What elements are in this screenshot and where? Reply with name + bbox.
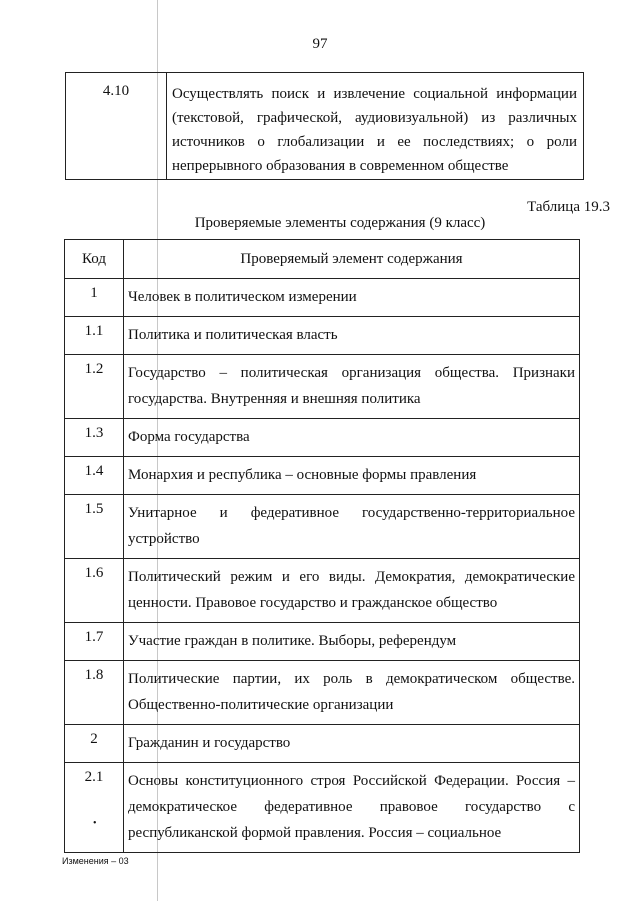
table-row <box>65 317 580 355</box>
row-text: Осуществлять поиск и извлечение социальной информации (текстовой, графической, аудиовизуальной) из различных источников о глобализации и ее последствиях; о роли непрерывного образования в современном обществе <box>172 86 577 174</box>
row-code: 1.4 <box>65 457 124 495</box>
table-row <box>65 495 580 559</box>
row-code: 2.1 <box>65 763 124 853</box>
continuation-table-row <box>65 72 584 180</box>
table-label: Таблица 19.3 <box>527 199 610 215</box>
table-row <box>65 419 580 457</box>
row-text: Основы конституционного строя Российской Федерации. Россия – демократическое федеративное правовое государство с республиканской формой правления. Россия – социальное <box>124 763 580 853</box>
table-row <box>65 279 580 317</box>
content-elements-table <box>64 239 580 853</box>
header-code: Код <box>65 240 124 279</box>
table-row <box>65 623 580 661</box>
table-row <box>65 661 580 725</box>
table-header-row <box>65 240 580 279</box>
table-row <box>65 457 580 495</box>
row-text: Участие граждан в политике. Выборы, референдум <box>124 623 580 661</box>
row-text: Гражданин и государство <box>124 725 580 763</box>
header-element: Проверяемый элемент содержания <box>124 240 580 279</box>
row-code: 4.10 <box>66 73 167 179</box>
row-text: Унитарное и федеративное государственно-территориальное устройство <box>124 495 580 559</box>
table-row <box>65 559 580 623</box>
row-code: 1.3 <box>65 419 124 457</box>
table-row <box>65 763 580 853</box>
row-code: 1.1 <box>65 317 124 355</box>
row-code: 1.7 <box>65 623 124 661</box>
row-text: Монархия и республика – основные формы правления <box>124 457 580 495</box>
row-text: Человек в политическом измерении <box>124 279 580 317</box>
row-text: Государство – политическая организация общества. Признаки государства. Внутренняя и внешняя политика <box>124 355 580 419</box>
row-text: Политика и политическая власть <box>124 317 580 355</box>
row-text: Политические партии, их роль в демократическом обществе. Общественно-политические организации <box>124 661 580 725</box>
row-text: Форма государства <box>124 419 580 457</box>
row-code: 2 <box>65 725 124 763</box>
footer-note: Изменения – 03 <box>62 856 129 866</box>
row-code: 1.5 <box>65 495 124 559</box>
row-code: 1 <box>65 279 124 317</box>
row-code: 1.6 <box>65 559 124 623</box>
scan-mark: • <box>93 818 97 829</box>
row-code: 1.8 <box>65 661 124 725</box>
row-code: 1.2 <box>65 355 124 419</box>
table-row <box>65 355 580 419</box>
table-title: Проверяемые элементы содержания (9 класс) <box>194 215 486 231</box>
page-number: 97 <box>312 36 328 52</box>
table-row <box>65 725 580 763</box>
row-text: Политический режим и его виды. Демократия, демократические ценности. Правовое государство и гражданское общество <box>124 559 580 623</box>
